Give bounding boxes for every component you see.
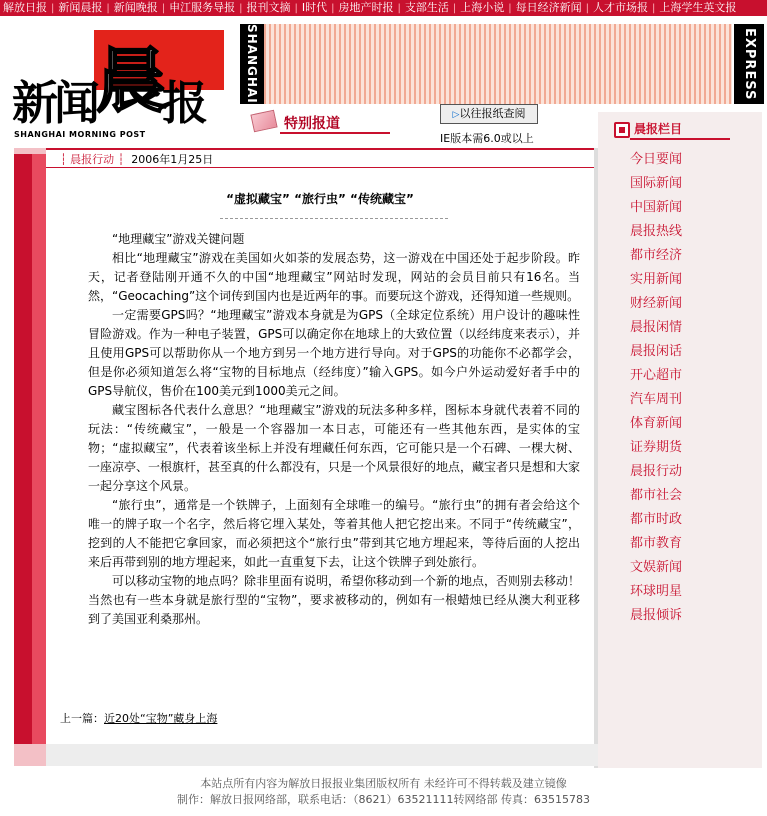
sidebar-item [630,388,682,412]
meta-rule [46,167,594,168]
sidebar-item [630,532,682,556]
sidebar-item [630,460,682,484]
sidebar-item [630,220,682,244]
decorative-stripes [264,24,732,104]
article-date: 2006年1月25日 [131,153,214,166]
nav-separator: | [239,2,243,14]
contact-line: 制作：解放日报网络部，联系电话：（8621）63521111转网络部 传真：63515783 [177,793,590,806]
left-decorative-strip [14,148,46,766]
archive-lookup-label: 以往报纸查阅 [459,107,526,120]
frame-bottom-inner [46,744,598,766]
sidebar-item [630,196,682,220]
topnav-link[interactable]: 上海小说 [460,1,505,14]
sidebar-item [630,340,682,364]
left-strip-top [14,148,46,154]
topnav-link[interactable]: 人才市场报 [593,1,648,14]
sidebar-item [630,436,682,460]
sidebar-header-rule [630,138,730,140]
sidebar-item-link[interactable]: 汽车周刊 [630,392,683,407]
topnav-link[interactable]: 支部生活 [404,1,449,14]
logo-text [12,39,204,130]
archive-lookup-button[interactable] [440,104,538,124]
sidebar-item-link[interactable]: 开心超市 [630,368,683,383]
topnav-link[interactable]: 每日经济新闻 [515,1,582,14]
sidebar-item-link[interactable]: 中国新闻 [630,200,683,215]
arrow-right-icon: ▷ [452,110,460,120]
special-report-label: 特别报道 [284,116,340,132]
topnav-link[interactable]: 房地产时报 [338,1,394,14]
nav-separator: | [585,2,589,14]
sidebar-item-link[interactable]: 都市时政 [630,512,683,527]
sidebar-item-link[interactable]: 文娱新闻 [630,560,683,575]
sidebar-item-link[interactable]: 财经新闻 [630,296,683,311]
title-dashed-rule [220,218,448,219]
sidebar-item-link[interactable]: 晨报闲情 [630,320,683,335]
topnav-link[interactable]: 上海学生英文报 [659,1,737,14]
sidebar-item [630,292,682,316]
nav-separator: | [397,2,401,14]
ie-version-note: IE版本需6.0或以上 [440,132,534,145]
topnav-link[interactable]: 解放日报 [3,1,47,14]
sidebar-item [630,316,682,340]
sidebar-item-link[interactable]: 国际新闻 [630,176,683,191]
sidebar-item [630,268,682,292]
sidebar-item-link[interactable]: 晨报行动 [630,464,683,479]
sidebar-list [630,148,682,628]
article-paragraph: 一定需要GPS吗？“地理藏宝”游戏本身就是为GPS（全球定位系统）用户设计的趣味性冒险游戏。作为一种电子装置，GPS可以确定你在地球上的大致位置（以经纬度来表示），并且使用GPS可以帮助你从一个地方到另一个地方进行导向。对于GPS的功能你不必都学会，但是你必须知道怎么将“宝物的目标地点（经纬度）”输入GPS。如今户外运动爱好者手中的GPS导航仪，售价在100美元到1000美元之间。 [88,308,580,398]
nav-separator: | [294,2,298,14]
sidebar-item [630,556,682,580]
sidebar-item-link[interactable]: 晨报倾诉 [630,608,683,623]
article-paragraph: “地理藏宝”游戏关键问题 [112,232,245,246]
special-report-underline [280,132,390,134]
sidebar-title: 晨报栏目 [634,122,683,136]
topnav-link[interactable]: 新闻晚报 [113,1,158,14]
envelope-icon [250,110,277,133]
copyright-line: 本站点所有内容为解放日报报业集团版权所有 未经许可不得转载及建立镜像 [200,777,567,790]
page-footer [0,776,767,808]
sidebar-item-link[interactable]: 晨报闲话 [630,344,683,359]
previous-article-link[interactable]: 近20处“宝物”藏身上海 [104,712,218,725]
article-meta [60,151,213,167]
nav-separator: | [331,2,335,14]
sidebar-item [630,604,682,628]
article-title: “虚拟藏宝” “旅行虫” “传统藏宝” [226,192,414,206]
sidebar-item [630,148,682,172]
shanghai-band: SHANGHAI [240,24,264,104]
article-paragraph: “旅行虫”，通常是一个铁牌子，上面刻有全球唯一的编号。“旅行虫”的拥有者会给这个唯一的牌子取一个名字，然后将它埋入某处，等着其他人把它挖出来。不同于“传统藏宝”，挖到的人不能把它拿回家，而必须把这个“旅行虫”带到其它地方埋起来，等待后面的人挖出来后再带到别的地方埋起来，如此一直重复下去，让这个铁牌子到处旅行。 [88,498,580,569]
sidebar-item [630,508,682,532]
sidebar-item-link[interactable]: 晨报热线 [630,224,683,239]
article-top-rule [46,148,594,150]
newspaper-logo[interactable] [8,26,240,144]
nav-separator: | [452,2,457,14]
express-band: EXPRESS [734,24,764,104]
sidebar-header [610,116,760,140]
column-sidebar [598,112,762,768]
nav-separator: | [161,2,166,14]
sidebar-item [630,412,682,436]
sidebar-item-link[interactable]: 环球明星 [630,584,683,599]
meta-bar-left: ┆ [60,153,67,166]
sidebar-item-link[interactable]: 都市社会 [630,488,683,503]
sidebar-item [630,364,682,388]
previous-label: 上一篇： [60,712,104,725]
article-paragraph: 可以移动宝物的地点吗？除非里面有说明，希望你移动到一个新的地点，否则别去移动！当然也有一些本身就是旅行型的“宝物”，要求被移动的，例如有一根蜡烛已经从澳大利亚移到了美国亚利桑那州。 [88,574,581,626]
sidebar-item-link[interactable]: 体育新闻 [630,416,683,431]
article-paragraph: 相比“地理藏宝”游戏在美国如火如荼的发展态势，这一游戏在中国还处于起步阶段。昨天，记者登陆刚开通不久的中国“地理藏宝”网站时发现，网站的会员目前只有16名。当然，“Geocaching”这个词传到国内也是近两年的事。而要玩这个游戏，还得知道一些规则。 [88,251,580,303]
logo-text-big: 晨 [96,39,162,122]
section-link[interactable]: 晨报行动 [70,153,115,166]
sidebar-item [630,484,682,508]
nav-separator: | [508,2,512,14]
nav-separator: | [652,2,656,14]
frame-bottom-edge [14,744,598,766]
sidebar-item [630,244,682,268]
topnav-link[interactable]: 新闻晨报 [58,1,103,14]
sidebar-item-link[interactable]: 证券期货 [630,440,683,455]
topnav-link[interactable]: 报刊文摘 [246,1,291,14]
top-navigation [0,0,767,16]
logo-text-right: 报 [162,76,204,130]
sidebar-item [630,172,682,196]
article-panel [46,148,594,744]
sidebar-item-link[interactable]: 今日要闻 [630,152,683,167]
nav-separator: | [106,2,110,14]
topnav-link[interactable]: I时代 [301,1,328,14]
article-body [88,230,580,629]
logo-subtitle: SHANGHAI MORNING POST [14,130,146,139]
article-paragraph: 藏宝图标各代表什么意思？“地理藏宝”游戏的玩法多种多样，图标本身就代表着不同的玩法：“传统藏宝”，一般是一个容器加一本日志，可能还有一些其他东西，是实体的宝物；“虚拟藏宝”，代表着该坐标上并没有埋藏任何东西，它可能只是一个石碑、一棵大树、一座凉亭、一根旗杆，甚至真的什么都没有，只是一个风景很好的地点，藏宝者只是想和大家一起分享这个风景。 [88,403,581,493]
column-icon [614,122,630,138]
special-report-badge [248,110,368,136]
sidebar-item-link[interactable]: 实用新闻 [630,272,683,287]
topnav-link[interactable]: 申江服务导报 [169,1,236,14]
meta-bar-right: ┆ [117,153,125,166]
nav-separator: | [51,2,55,14]
sidebar-item-link[interactable]: 都市经济 [630,248,683,263]
sidebar-item [630,580,682,604]
logo-text-left: 新闻 [12,76,96,130]
sidebar-item-link[interactable]: 都市教育 [630,536,683,551]
previous-article [60,710,217,726]
